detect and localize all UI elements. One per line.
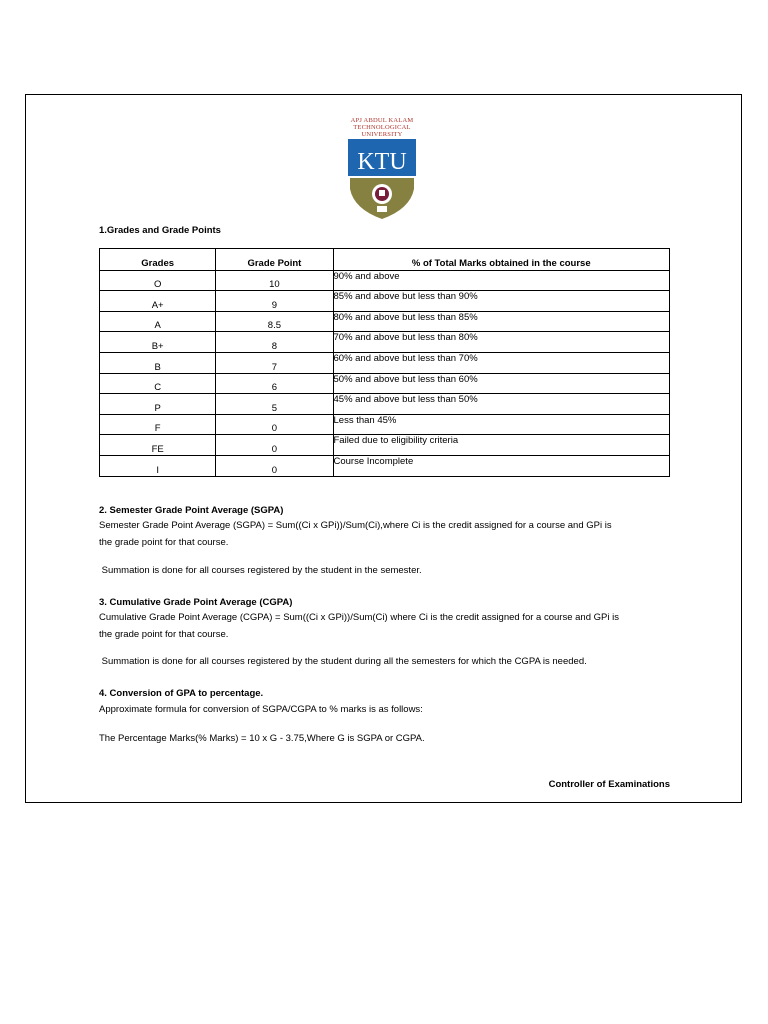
percentage-cell: 80% and above but less than 85% — [333, 311, 670, 332]
grade-point-cell: 9 — [216, 291, 333, 312]
grade-cell: FE — [100, 435, 216, 456]
section-2-title: 2. Semester Grade Point Average (SGPA) — [99, 505, 284, 516]
sgpa-definition-line-1: Semester Grade Point Average (SGPA) = Sum((Ci x GPi))/Sum(Ci),where Ci is the credit assigned for a course and GPi is — [99, 520, 612, 531]
cgpa-note: Summation is done for all courses registered by the student during all the semesters for which the CGPA is needed. — [99, 656, 587, 667]
emblem-shield-icon — [346, 139, 418, 219]
table-row — [100, 394, 670, 415]
emblem-text: KTU — [357, 149, 407, 175]
logo-line-2: TECHNOLOGICAL — [353, 124, 411, 131]
table-row — [100, 352, 670, 373]
section-3-title: 3. Cumulative Grade Point Average (CGPA) — [99, 597, 293, 608]
percentage-cell: 90% and above — [333, 270, 670, 291]
table-row — [100, 455, 670, 476]
table-row — [100, 435, 670, 456]
university-logo — [346, 117, 418, 219]
grade-point-cell: 0 — [216, 435, 333, 456]
grade-point-cell: 8 — [216, 332, 333, 353]
sgpa-definition-line-2: the grade point for that course. — [99, 537, 229, 548]
table-header-row — [100, 249, 670, 271]
section-2-body — [99, 517, 674, 551]
grade-cell: B+ — [100, 332, 216, 353]
grade-cell: P — [100, 394, 216, 415]
percentage-cell: 45% and above but less than 50% — [333, 394, 670, 415]
grade-point-cell: 0 — [216, 414, 333, 435]
grade-point-cell: 5 — [216, 394, 333, 415]
grade-point-cell: 10 — [216, 270, 333, 291]
percentage-cell: Course Incomplete — [333, 455, 670, 476]
grade-point-cell: 6 — [216, 373, 333, 394]
table-row — [100, 414, 670, 435]
conversion-intro: Approximate formula for conversion of SGPA/CGPA to % marks is as follows: — [99, 704, 423, 715]
table-row — [100, 270, 670, 291]
signature: Controller of Examinations — [548, 779, 670, 790]
section-4-title: 4. Conversion of GPA to percentage. — [99, 688, 264, 699]
percentage-cell: 85% and above but less than 90% — [333, 291, 670, 312]
grade-cell: B — [100, 352, 216, 373]
cgpa-definition-line-1: Cumulative Grade Point Average (CGPA) = Sum((Ci x GPi))/Sum(Ci) where Ci is the credit assigned for a course and GPi is — [99, 612, 619, 623]
percentage-cell: Failed due to eligibility criteria — [333, 435, 670, 456]
header-percentage: % of Total Marks obtained in the course — [333, 249, 670, 271]
sgpa-note: Summation is done for all courses registered by the student in the semester. — [99, 565, 422, 576]
logo-line-3: UNIVERSITY — [361, 131, 403, 138]
table-row — [100, 373, 670, 394]
grade-point-cell: 7 — [216, 352, 333, 373]
grade-cell: A — [100, 311, 216, 332]
grade-cell: A+ — [100, 291, 216, 312]
grade-point-cell: 0 — [216, 455, 333, 476]
grade-cell: O — [100, 270, 216, 291]
header-grades: Grades — [100, 249, 216, 271]
grade-cell: I — [100, 455, 216, 476]
table-row — [100, 332, 670, 353]
grades-table — [99, 248, 670, 477]
grade-cell: C — [100, 373, 216, 394]
percentage-cell: 60% and above but less than 70% — [333, 352, 670, 373]
cgpa-definition-line-2: the grade point for that course. — [99, 629, 229, 640]
table-row — [100, 291, 670, 312]
logo-line-1: APJ ABDUL KALAM — [350, 117, 414, 124]
logo-text — [346, 117, 418, 138]
conversion-formula: The Percentage Marks(% Marks) = 10 x G - 3.75,Where G is SGPA or CGPA. — [99, 733, 425, 744]
percentage-cell: Less than 45% — [333, 414, 670, 435]
percentage-cell: 50% and above but less than 60% — [333, 373, 670, 394]
table-row — [100, 311, 670, 332]
percentage-cell: 70% and above but less than 80% — [333, 332, 670, 353]
grade-point-cell: 8.5 — [216, 311, 333, 332]
section-1-title: 1.Grades and Grade Points — [99, 225, 221, 236]
grade-cell: F — [100, 414, 216, 435]
section-3-body — [99, 609, 674, 643]
header-grade-point: Grade Point — [216, 249, 333, 271]
